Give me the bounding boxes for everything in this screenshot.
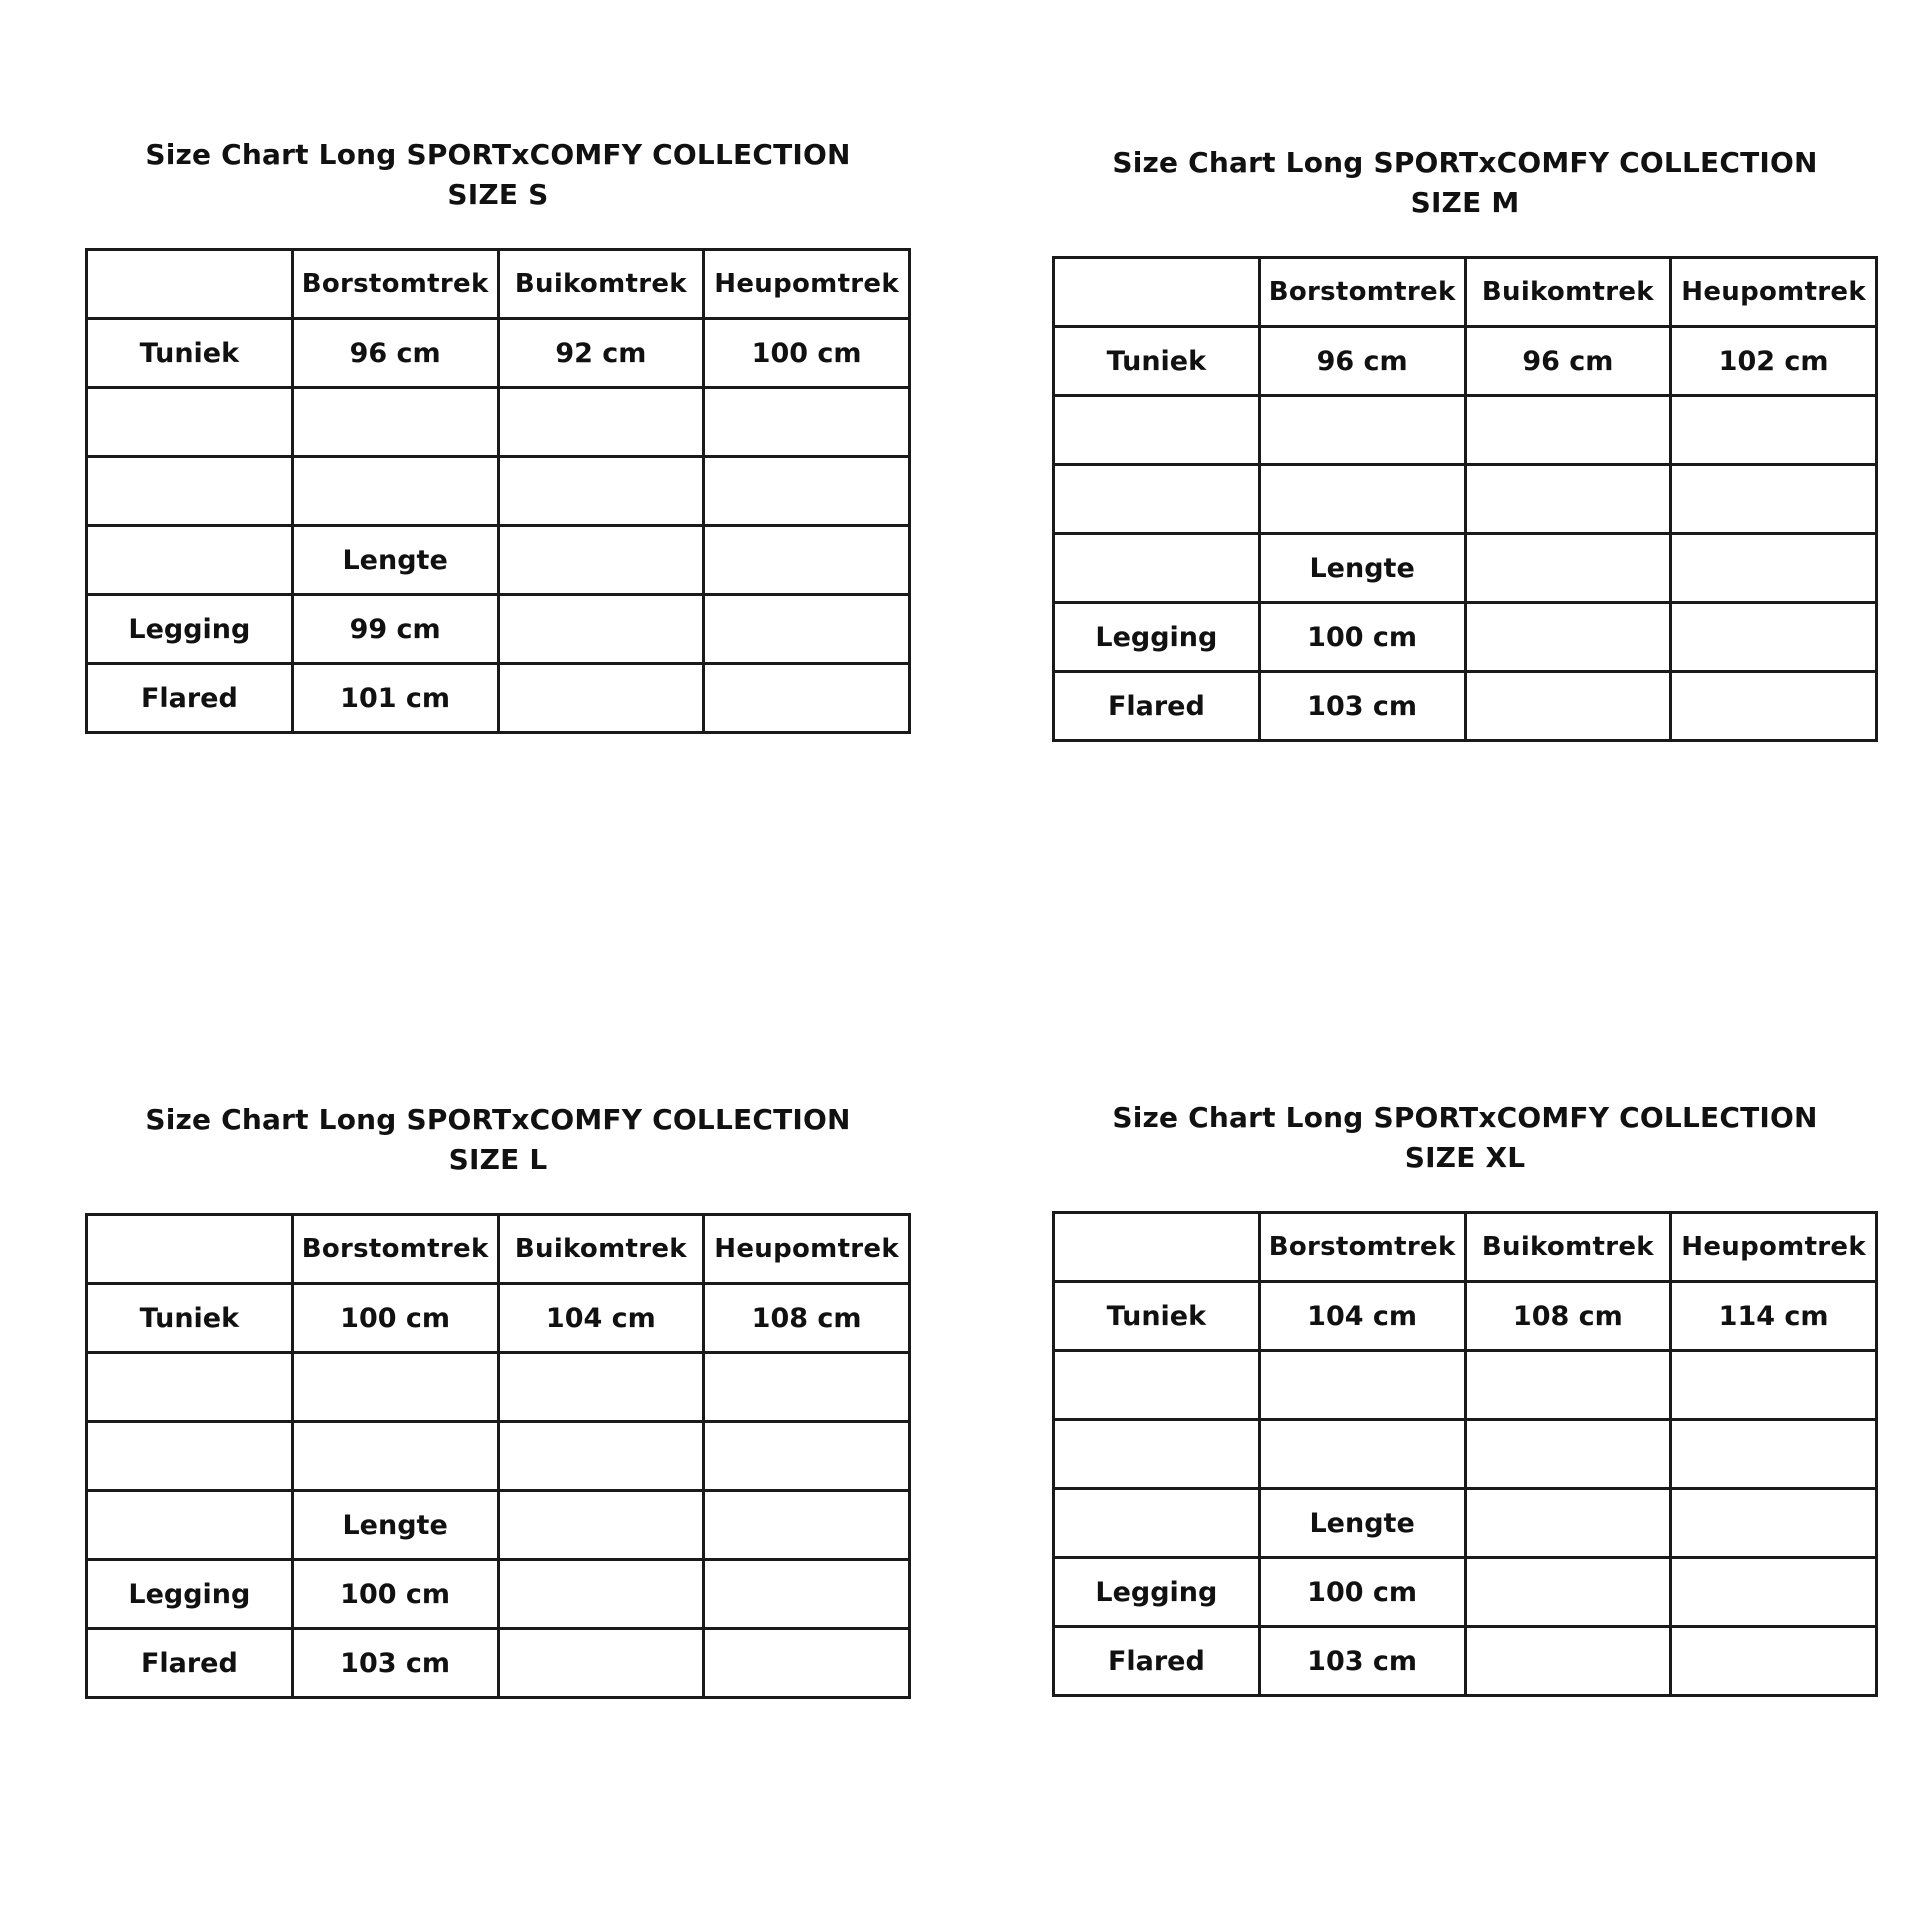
tuniek-buikomtrek-value: 96 cm bbox=[1465, 327, 1671, 396]
empty-cell bbox=[1465, 1627, 1671, 1696]
length-header-row bbox=[1054, 1489, 1877, 1558]
size-table bbox=[85, 248, 911, 734]
row-label-legging: Legging bbox=[1054, 1558, 1260, 1627]
tuniek-heupomtrek-value: 108 cm bbox=[704, 1284, 910, 1353]
table-row-flared bbox=[87, 1629, 910, 1698]
tuniek-heupomtrek-value: 102 cm bbox=[1671, 327, 1877, 396]
flared-lengte-value: 103 cm bbox=[1259, 1627, 1465, 1696]
header-lengte: Lengte bbox=[1259, 1489, 1465, 1558]
row-label-tuniek: Tuniek bbox=[87, 1284, 293, 1353]
chart-size-label: SIZE M bbox=[1410, 186, 1520, 219]
row-label-tuniek: Tuniek bbox=[87, 319, 293, 388]
empty-cell bbox=[1671, 465, 1877, 534]
legging-lengte-value: 99 cm bbox=[292, 595, 498, 664]
empty-cell bbox=[1671, 396, 1877, 465]
tuniek-borstomtrek-value: 96 cm bbox=[292, 319, 498, 388]
header-heupomtrek: Heupomtrek bbox=[704, 250, 910, 319]
chart-title bbox=[1052, 1098, 1878, 1178]
empty-cell bbox=[1671, 603, 1877, 672]
table-row-empty bbox=[1054, 396, 1877, 465]
length-header-row bbox=[1054, 534, 1877, 603]
empty-cell bbox=[498, 1422, 704, 1491]
empty-cell bbox=[1054, 465, 1260, 534]
empty-cell bbox=[1671, 1351, 1877, 1420]
table-row-empty bbox=[87, 388, 910, 457]
table-row-legging bbox=[1054, 603, 1877, 672]
empty-cell bbox=[704, 1491, 910, 1560]
chart-title-text: Size Chart Long SPORTxCOMFY COLLECTION bbox=[1112, 1101, 1818, 1134]
empty-cell bbox=[704, 664, 910, 733]
row-label-flared: Flared bbox=[87, 1629, 293, 1698]
empty-cell bbox=[1259, 465, 1465, 534]
corner-cell bbox=[87, 250, 293, 319]
flared-lengte-value: 101 cm bbox=[292, 664, 498, 733]
empty-cell bbox=[1465, 1351, 1671, 1420]
size-chart-xl bbox=[1052, 1098, 1878, 1697]
header-lengte: Lengte bbox=[292, 1491, 498, 1560]
size-chart-l bbox=[85, 1100, 911, 1699]
size-table bbox=[1052, 256, 1878, 742]
empty-cell bbox=[498, 1629, 704, 1698]
empty-cell bbox=[704, 457, 910, 526]
empty-cell bbox=[1671, 672, 1877, 741]
empty-cell bbox=[1465, 1420, 1671, 1489]
length-header-row bbox=[87, 526, 910, 595]
header-lengte: Lengte bbox=[292, 526, 498, 595]
empty-cell bbox=[1054, 534, 1260, 603]
tuniek-heupomtrek-value: 100 cm bbox=[704, 319, 910, 388]
corner-cell bbox=[87, 1215, 293, 1284]
size-chart-s bbox=[85, 135, 911, 734]
empty-cell bbox=[1054, 1489, 1260, 1558]
empty-cell bbox=[87, 1491, 293, 1560]
empty-cell bbox=[1259, 1351, 1465, 1420]
table-row-flared bbox=[87, 664, 910, 733]
legging-lengte-value: 100 cm bbox=[1259, 1558, 1465, 1627]
empty-cell bbox=[1465, 1489, 1671, 1558]
empty-cell bbox=[498, 1353, 704, 1422]
table-row-flared bbox=[1054, 672, 1877, 741]
header-borstomtrek: Borstomtrek bbox=[1259, 1213, 1465, 1282]
table-row-empty bbox=[87, 1353, 910, 1422]
empty-cell bbox=[498, 1560, 704, 1629]
table-row-tuniek bbox=[1054, 1282, 1877, 1351]
tuniek-buikomtrek-value: 92 cm bbox=[498, 319, 704, 388]
tuniek-buikomtrek-value: 108 cm bbox=[1465, 1282, 1671, 1351]
row-label-tuniek: Tuniek bbox=[1054, 1282, 1260, 1351]
empty-cell bbox=[498, 664, 704, 733]
empty-cell bbox=[1671, 1420, 1877, 1489]
table-row-empty bbox=[1054, 465, 1877, 534]
corner-cell bbox=[1054, 1213, 1260, 1282]
chart-title-text: Size Chart Long SPORTxCOMFY COLLECTION bbox=[1112, 146, 1818, 179]
header-buikomtrek: Buikomtrek bbox=[1465, 258, 1671, 327]
length-header-row bbox=[87, 1491, 910, 1560]
header-buikomtrek: Buikomtrek bbox=[498, 1215, 704, 1284]
table-row-tuniek bbox=[87, 1284, 910, 1353]
empty-cell bbox=[1671, 1489, 1877, 1558]
empty-cell bbox=[704, 1629, 910, 1698]
empty-cell bbox=[1054, 1420, 1260, 1489]
empty-cell bbox=[1671, 1627, 1877, 1696]
chart-title-text: Size Chart Long SPORTxCOMFY COLLECTION bbox=[145, 1103, 851, 1136]
empty-cell bbox=[498, 388, 704, 457]
empty-cell bbox=[1465, 396, 1671, 465]
table-row-flared bbox=[1054, 1627, 1877, 1696]
chart-size-label: SIZE S bbox=[447, 178, 549, 211]
row-label-flared: Flared bbox=[1054, 1627, 1260, 1696]
empty-cell bbox=[292, 1422, 498, 1491]
table-row-legging bbox=[1054, 1558, 1877, 1627]
header-row bbox=[87, 250, 910, 319]
empty-cell bbox=[87, 457, 293, 526]
empty-cell bbox=[704, 1560, 910, 1629]
row-label-flared: Flared bbox=[1054, 672, 1260, 741]
empty-cell bbox=[498, 595, 704, 664]
chart-title bbox=[85, 135, 911, 215]
empty-cell bbox=[87, 1422, 293, 1491]
row-label-tuniek: Tuniek bbox=[1054, 327, 1260, 396]
chart-title bbox=[85, 1100, 911, 1180]
tuniek-heupomtrek-value: 114 cm bbox=[1671, 1282, 1877, 1351]
table-row-empty bbox=[1054, 1351, 1877, 1420]
header-borstomtrek: Borstomtrek bbox=[1259, 258, 1465, 327]
empty-cell bbox=[704, 595, 910, 664]
empty-cell bbox=[704, 388, 910, 457]
tuniek-borstomtrek-value: 104 cm bbox=[1259, 1282, 1465, 1351]
empty-cell bbox=[1465, 534, 1671, 603]
table-row-tuniek bbox=[1054, 327, 1877, 396]
empty-cell bbox=[292, 388, 498, 457]
tuniek-borstomtrek-value: 96 cm bbox=[1259, 327, 1465, 396]
header-heupomtrek: Heupomtrek bbox=[704, 1215, 910, 1284]
row-label-flared: Flared bbox=[87, 664, 293, 733]
empty-cell bbox=[498, 1491, 704, 1560]
size-chart-m bbox=[1052, 143, 1878, 742]
table-row-empty bbox=[87, 457, 910, 526]
tuniek-borstomtrek-value: 100 cm bbox=[292, 1284, 498, 1353]
empty-cell bbox=[1465, 465, 1671, 534]
flared-lengte-value: 103 cm bbox=[1259, 672, 1465, 741]
header-lengte: Lengte bbox=[1259, 534, 1465, 603]
row-label-legging: Legging bbox=[87, 1560, 293, 1629]
legging-lengte-value: 100 cm bbox=[292, 1560, 498, 1629]
header-heupomtrek: Heupomtrek bbox=[1671, 258, 1877, 327]
empty-cell bbox=[498, 457, 704, 526]
chart-title bbox=[1052, 143, 1878, 223]
table-row-legging bbox=[87, 595, 910, 664]
empty-cell bbox=[498, 526, 704, 595]
empty-cell bbox=[87, 1353, 293, 1422]
table-row-legging bbox=[87, 1560, 910, 1629]
tuniek-buikomtrek-value: 104 cm bbox=[498, 1284, 704, 1353]
empty-cell bbox=[704, 1422, 910, 1491]
empty-cell bbox=[1054, 1351, 1260, 1420]
empty-cell bbox=[1054, 396, 1260, 465]
corner-cell bbox=[1054, 258, 1260, 327]
table-row-empty bbox=[87, 1422, 910, 1491]
chart-size-label: SIZE L bbox=[448, 1143, 548, 1176]
empty-cell bbox=[1671, 1558, 1877, 1627]
empty-cell bbox=[87, 388, 293, 457]
legging-lengte-value: 100 cm bbox=[1259, 603, 1465, 672]
size-table bbox=[85, 1213, 911, 1699]
empty-cell bbox=[292, 457, 498, 526]
chart-size-label: SIZE XL bbox=[1404, 1141, 1526, 1174]
size-table bbox=[1052, 1211, 1878, 1697]
header-borstomtrek: Borstomtrek bbox=[292, 1215, 498, 1284]
row-label-legging: Legging bbox=[1054, 603, 1260, 672]
empty-cell bbox=[292, 1353, 498, 1422]
empty-cell bbox=[1465, 672, 1671, 741]
empty-cell bbox=[704, 1353, 910, 1422]
header-buikomtrek: Buikomtrek bbox=[1465, 1213, 1671, 1282]
empty-cell bbox=[1259, 1420, 1465, 1489]
header-buikomtrek: Buikomtrek bbox=[498, 250, 704, 319]
flared-lengte-value: 103 cm bbox=[292, 1629, 498, 1698]
empty-cell bbox=[87, 526, 293, 595]
empty-cell bbox=[704, 526, 910, 595]
table-row-tuniek bbox=[87, 319, 910, 388]
header-borstomtrek: Borstomtrek bbox=[292, 250, 498, 319]
empty-cell bbox=[1671, 534, 1877, 603]
header-row bbox=[1054, 258, 1877, 327]
header-row bbox=[1054, 1213, 1877, 1282]
empty-cell bbox=[1259, 396, 1465, 465]
table-row-empty bbox=[1054, 1420, 1877, 1489]
row-label-legging: Legging bbox=[87, 595, 293, 664]
header-heupomtrek: Heupomtrek bbox=[1671, 1213, 1877, 1282]
chart-title-text: Size Chart Long SPORTxCOMFY COLLECTION bbox=[145, 138, 851, 171]
header-row bbox=[87, 1215, 910, 1284]
empty-cell bbox=[1465, 1558, 1671, 1627]
empty-cell bbox=[1465, 603, 1671, 672]
